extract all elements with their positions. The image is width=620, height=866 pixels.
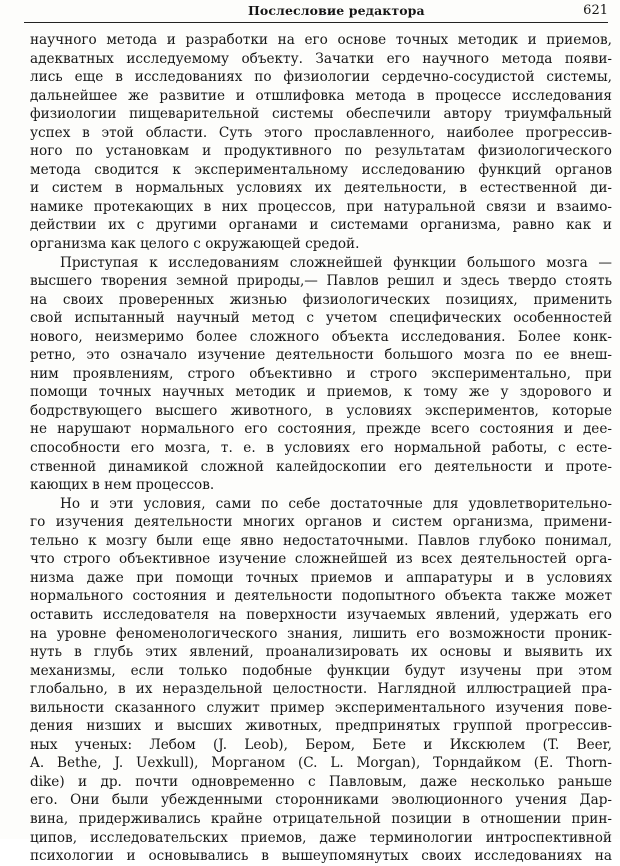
text-line: нуть в глубь этих явлений, проанализировать их основы и выявить их — [30, 644, 612, 661]
text-line: ним проявлениям, строго объективно и строго экспериментально, при — [30, 365, 612, 382]
text-line: A. Bethe, J. Uexkull), Морганом (C. L. Morgan), Торндайком (E. Thorn- — [30, 755, 612, 772]
text-line: бодрствующего высшего животного, в условиях экспериментов, которые — [30, 402, 612, 419]
text-line: ственной динамикой сложной калейдоскопии его деятельности и проте- — [30, 458, 612, 475]
text-line: лись еще в исследованиях по физиологии сердечно-сосудистой системы, — [30, 69, 612, 86]
text-line: ного по установкам и продуктивного по результатам физиологического — [30, 143, 612, 160]
text-line: что строго объективное изучение сложнейшей из всех деятельностей орга- — [30, 551, 612, 568]
text-line: успех в этой области. Суть этого прославленного, наиболее прогрессив- — [30, 124, 612, 141]
text-line: оставить исследователя на поверхности изучаемых явлений, удержать его — [30, 606, 612, 623]
text-line: го изучения деятельности многих органов и систем организма, примени- — [30, 514, 612, 531]
text-line: ципов, исследовательских приемов, даже терминологии интроспективной — [30, 829, 612, 846]
text-line: адекватных исследуемому объекту. Зачатки его научного метода появи- — [30, 50, 612, 67]
text-line: помощи точных научных методик и приемов, к тому же у здорового и — [30, 384, 612, 401]
text-line: глобально, в их нераздельной целостности. Наглядной иллюстрацией пра- — [30, 681, 612, 698]
text-line: дения низших и высших животных, предпринятых группой прогрессив- — [30, 718, 612, 735]
text-line: не нарушают нормального его состояния, прежде всего состояния и дее- — [30, 421, 612, 438]
running-title: Послесловие редактора — [248, 3, 425, 18]
text-line: Приступая к исследованиям сложнейшей функции большого мозга — — [60, 254, 612, 271]
text-line: свой испытанный научный метод с учетом специфических особенностей — [30, 310, 612, 327]
text-line: вина, придерживались крайне отрицательной позиции в отношении прин- — [30, 810, 612, 827]
text-line: действии их с другими органами и системами организма, равно как и — [30, 217, 612, 234]
text-line: низма даже при помощи точных приемов и аппаратуры и в условиях — [30, 569, 612, 586]
body-text — [30, 31, 612, 866]
text-line: и систем в нормальных условиях их деятельности, в естественной ди- — [30, 180, 612, 197]
text-line: психологии и основывались в вышеупомянутых своих исследованиях на — [30, 848, 612, 865]
paragraph — [30, 254, 612, 495]
text-line: dike) и др. почти одновременно с Павловым, даже несколько раньше — [30, 773, 612, 790]
text-line: физиологии пищеварительной системы обеспечили автору триумфальный — [30, 106, 612, 123]
page-number: 621 — [583, 3, 608, 18]
text-line: научного метода и разработки на его основе точных методик и приемов, — [30, 32, 612, 48]
paragraph — [30, 31, 612, 254]
text-line: способности его мозга, т. е. в условиях его нормальной работы, с есте- — [30, 440, 612, 457]
text-line: Но и эти условия, сами по себе достаточные для удовлетворительно- — [60, 495, 612, 512]
text-line: кающих в нем процессов. — [30, 477, 215, 494]
text-line: метода сводится к экспериментальному исследованию функций органов — [30, 161, 612, 178]
text-line: ных ученых: Лебом (J. Leob), Бером, Бете и Икскюлем (T. Beer, — [30, 736, 612, 753]
text-line: ретно, это означало изучение деятельности большого мозга по ее внеш- — [30, 347, 612, 364]
text-line: его. Они были убежденными сторонниками эволюционного учения Дар- — [30, 792, 612, 809]
text-line: дальнейшее же развитие и отшлифовка метода в процессе исследования — [30, 87, 612, 104]
text-line: нового, неизмеримо более сложного объекта исследования. Более конк- — [30, 328, 612, 345]
running-header — [24, 0, 608, 23]
text-line: намике протекающих в них процессов, при натуральной связи и взаимо- — [30, 198, 612, 215]
text-line: организма как целого с окружающей средой. — [30, 236, 360, 253]
text-line: тельно к мозгу были еще явно недостаточными. Павлов глубоко понимал, — [30, 532, 612, 549]
text-line: на своих проверенных жизнью физиологических позициях, применить — [30, 291, 612, 308]
text-line: нормального состояния и деятельности подопытного объекта также может — [30, 588, 612, 605]
text-line: высшего творения земной природы,— Павлов решил и здесь твердо стоять — [30, 273, 612, 290]
text-line: механизмы, если только подобные функции будут изучены при этом — [30, 662, 612, 679]
text-line: на уровне феноменологического знания, лишить его возможности проник- — [30, 625, 612, 642]
paragraph — [30, 495, 612, 866]
text-line: вильности сказанного служит пример экспериментального изучения пове- — [30, 699, 612, 716]
